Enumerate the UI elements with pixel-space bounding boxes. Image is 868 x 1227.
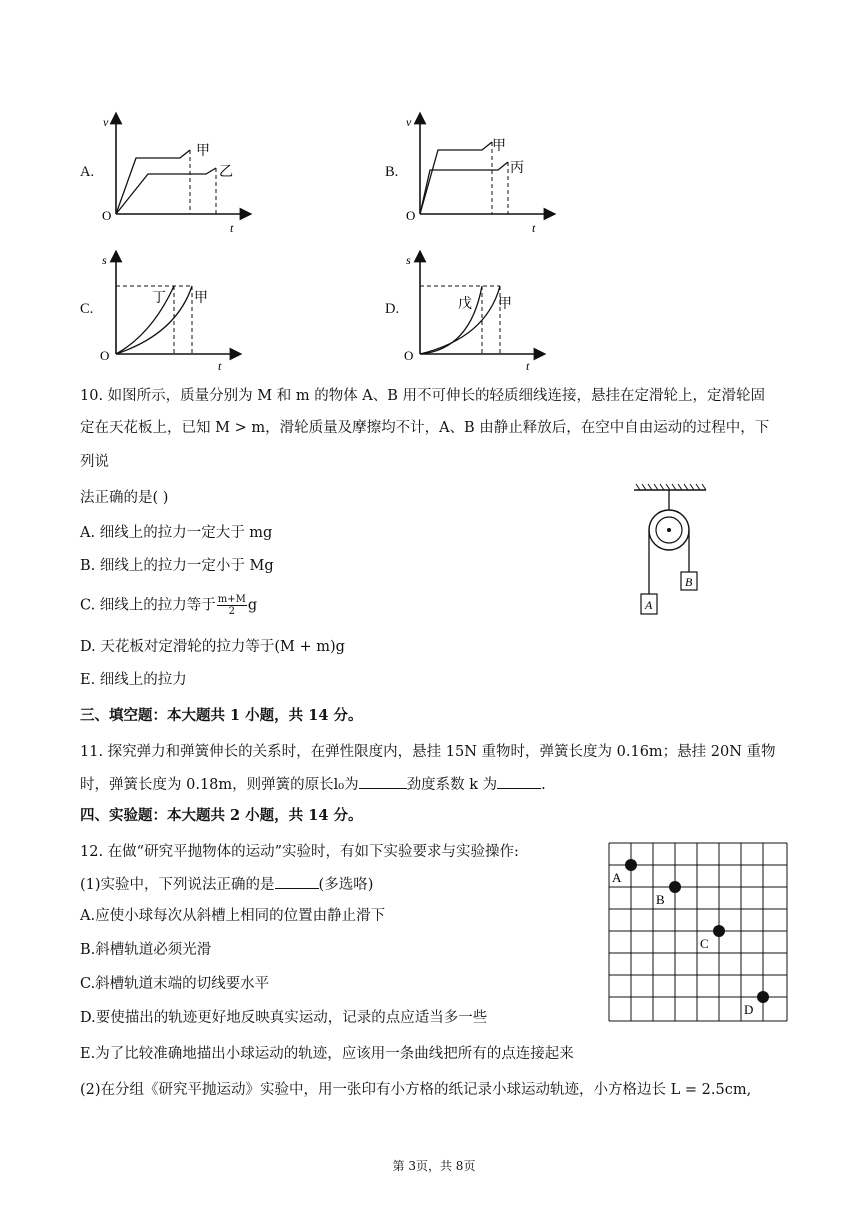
graph-d-option-label: D. <box>385 301 400 317</box>
q10-line3: 列说 <box>80 454 109 470</box>
q10-option-c-prefix: C. 细线上的拉力等于 <box>80 597 216 614</box>
graph-b-vt-diagram <box>400 110 560 235</box>
grid-point-c-label: C <box>700 936 709 951</box>
q12-blank-answer[interactable] <box>275 874 319 889</box>
pulley-diagram <box>628 482 712 622</box>
graph-d-y-label: s <box>406 253 411 267</box>
graph-b-y-label: v <box>406 115 412 129</box>
grid-point-c <box>713 925 725 937</box>
pulley-block-a-label: A <box>645 598 653 612</box>
q12-line2 <box>80 874 373 895</box>
grid-point-b <box>669 881 681 893</box>
graph-b-curve2-label: 丙 <box>510 161 524 176</box>
q10-line1: 10. 如图所示，质量分别为 M 和 m 的物体 A、B 用不可伸长的轻质细线连接，悬挂在定滑轮上，定滑轮固 <box>80 388 766 404</box>
graph-c-curve1-label: 丁 <box>152 291 166 306</box>
q12-option-e: E.为了比较准确地描出小球运动的轨迹，应该用一条曲线把所有的点连接起来 <box>80 1046 574 1062</box>
q10-option-c <box>80 594 257 617</box>
graph-c-option-label: C. <box>80 301 94 317</box>
q10-line4: 法正确的是( ) <box>80 490 169 506</box>
graph-a-vt-diagram <box>96 110 256 235</box>
graph-a-x-label: t <box>230 221 234 235</box>
graph-a-curve2-label: 乙 <box>219 165 233 180</box>
q12-option-d: D.要使描出的轨迹更好地反映真实运动，记录的点应适当多一些 <box>80 1010 488 1026</box>
q10-option-c-denominator: 2 <box>228 606 236 617</box>
grid-point-b-label: B <box>656 892 665 907</box>
q11-line2-part3: . <box>541 777 546 793</box>
section4-heading: 四、实验题：本大题共 2 小题，共 14 分。 <box>80 807 363 824</box>
section3-heading: 三、填空题：本大题共 1 小题，共 14 分。 <box>80 707 363 724</box>
page-footer: 第 3页，共 8页 <box>392 1159 476 1173</box>
grid-point-a-label: A <box>612 870 622 885</box>
q10-option-c-suffix: g <box>247 597 258 614</box>
q12-option-b: B.斜槽轨道必须光滑 <box>80 942 212 958</box>
graph-d-curve2-label: 甲 <box>498 297 512 312</box>
q11-blank-k[interactable] <box>497 774 541 789</box>
graph-b-option-label: B. <box>385 164 399 180</box>
graph-c-origin: O <box>100 348 110 363</box>
graph-c-st-diagram <box>96 250 246 372</box>
graph-a-curve1-label: 甲 <box>196 144 210 159</box>
graph-b-x-label: t <box>532 221 536 235</box>
q10-option-c-numerator: m+M <box>217 594 246 605</box>
graph-a-origin: O <box>102 208 112 223</box>
graph-a-y-label: v <box>103 115 109 129</box>
graph-c-curve2-label: 甲 <box>194 291 208 306</box>
graph-c-y-label: s <box>102 253 107 267</box>
q12-option-c: C.斜槽轨道末端的切线要水平 <box>80 976 270 992</box>
q12-line-last: (2)在分组《研究平抛运动》实验中，用一张印有小方格的纸记录小球运动轨迹，小方格边长 L = 2.5cm, <box>80 1082 752 1098</box>
graph-a-option-label: A. <box>80 164 95 180</box>
pulley-block-b-label: B <box>685 575 693 589</box>
graph-d-x-label: t <box>526 359 530 372</box>
q10-option-e: E. 细线上的拉力 <box>80 672 187 688</box>
q12-line2-part1: (1)实验中，下列说法正确的是 <box>80 877 275 893</box>
q12-line2-part2: (多选咯) <box>318 877 374 893</box>
graph-d-st-diagram <box>400 250 550 372</box>
q10-option-a: A. 细线上的拉力一定大于 mg <box>80 525 273 541</box>
graph-b-curve1-label: 甲 <box>492 139 506 154</box>
grid-point-d-label: D <box>744 1002 754 1017</box>
q11-line2-part1: 时，弹簧长度为 0.18m，则弹簧的原长l₀为 <box>80 777 359 793</box>
q10-line2: 定在天花板上，已知 M > m，滑轮质量及摩擦均不计，A、B 由静止释放后，在空中自由运动的过程中，下 <box>80 420 770 436</box>
q12-line1: 12. 在做“研究平抛物体的运动”实验时，有如下实验要求与实验操作: <box>80 844 519 860</box>
graph-d-curve1-label: 戊 <box>458 297 472 312</box>
q11-line2-part2: 劲度系数 k 为 <box>406 777 498 793</box>
q10-option-c-fraction <box>217 594 247 617</box>
grid-point-a <box>625 859 637 871</box>
q10-option-b: B. 细线上的拉力一定小于 Mg <box>80 558 274 574</box>
graph-d-origin: O <box>404 348 414 363</box>
grid-point-d <box>757 991 769 1003</box>
graph-c-x-label: t <box>218 359 222 372</box>
q11-blank-length[interactable] <box>359 774 407 789</box>
q12-option-a: A.应使小球每次从斜槽上相同的位置由静止滑下 <box>80 908 386 924</box>
q11-line2 <box>80 774 546 795</box>
graph-b-origin: O <box>406 208 416 223</box>
trajectory-grid-diagram <box>608 842 790 1024</box>
q10-option-d: D. 天花板对定滑轮的拉力等于(M + m)g <box>80 639 345 655</box>
q11-line1: 11. 探究弹力和弹簧伸长的关系时，在弹性限度内，悬挂 15N 重物时，弹簧长度为 0.16m；悬挂 20N 重物 <box>80 744 776 760</box>
